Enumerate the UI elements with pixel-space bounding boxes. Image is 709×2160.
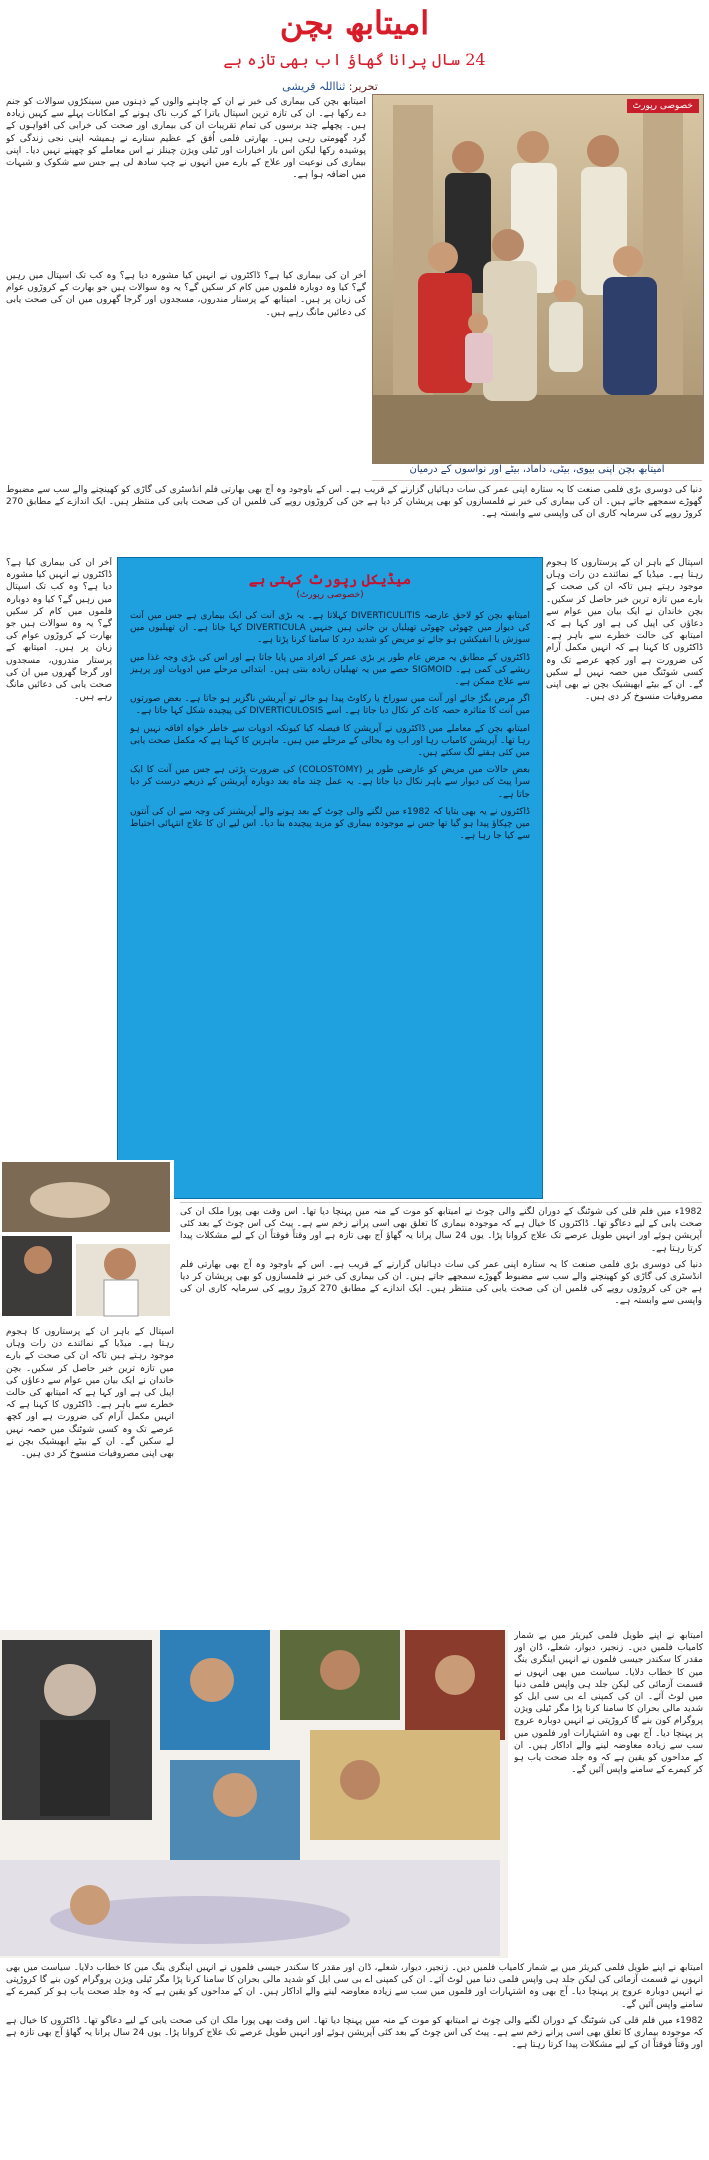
bottom-side-paragraph: امیتابھ نے اپنے طویل فلمی کیریئر میں بے شمار کامیاب فلمیں دیں۔ زنجیر، دیوار، شعلے، ڈان اور مقدر کا سکندر جیسی فلموں نے انہیں اینگری ینگ مین کا خطاب دلایا۔ سیاست میں بھی انہوں نے قسمت آزمائی کی لیکن جلد ہی واپس فلمی دنیا میں لوٹ آئے۔ ان کی کمپنی اے بی سی ایل کو شدید مالی بحران کا سامنا کرنا پڑا مگر ٹیلی ویژن پروگرام کون بنے گا کروڑپتی نے انہیں دوبارہ عروج پر پہنچا دیا۔ آج بھی وہ اشتہارات اور فلموں میں سب سے زیادہ معاوضہ لینے والے اداکار ہیں۔ ان کے مداحوں کو یقین ہے کہ وہ جلد صحت یاب ہو کر کیمرے کے سامنے واپس آئیں گے۔	[514, 1631, 703, 1776]
medical-paragraph: اگر مرض بگڑ جائے اور آنت میں سوراخ یا رکاوٹ پیدا ہو جائے تو آپریشن ناگزیر ہو جاتا ہے۔ بعض صورتوں میں آنت کا متاثرہ حصہ کاٹ کر نکال دیا جاتا ہے۔ اسے DIVERTICULOSIS کی پیچیدہ شکل کہا جاتا ہے۔	[130, 694, 530, 717]
intro-text	[6, 96, 366, 266]
middle-left-paragraph: اسپتال کے باہر ان کے پرستاروں کا ہجوم رہتا ہے۔ میڈیا کے نمائندے دن رات وہاں موجود رہتے ہیں تاکہ ان کی صحت کے بارے میں تازہ ترین خبر حاصل کر سکیں۔ بچن خاندان نے ایک بیان میں عوام سے دعاؤں کی اپیل کی ہے اور کہا ہے کہ امیتابھ کی حالت خطرے سے باہر ہے۔ ڈاکٹروں کا کہنا ہے کہ انہیں مکمل آرام کی ضرورت ہے اور کچھ عرصے تک وہ کسی شوٹنگ میں حصہ نہیں لے سکیں گے۔ ان کے بیٹے ابھیشیک بچن نے بھی اپنی مصروفیات منسوخ کر دی ہیں۔	[6, 1327, 174, 1460]
collage-illustration	[0, 1160, 174, 1320]
small-photo-collage	[0, 1160, 174, 1320]
questions-paragraph: آخر ان کی بیماری کیا ہے؟ ڈاکٹروں نے انہیں کیا مشورہ دیا ہے؟ وہ کب تک اسپتال میں رہیں گے؟ کیا وہ دوبارہ فلموں میں کام کر سکیں گے؟ یہ وہ سوالات ہیں جو بھارت کے کروڑوں عوام کی زبان پر ہیں۔ امیتابھ کے پرستار مندروں، مسجدوں اور گرجا گھروں میں ان کی صحت یابی کی دعائیں مانگ رہے ہیں۔	[6, 271, 366, 318]
intro-paragraph: امیتابھ بچن کی بیماری کی خبر نے ان کے چاہنے والوں کے ذہنوں میں سینکڑوں سوالات کو جنم دے رکھا ہے۔ ان کی تازہ ترین اسپتال یاترا کے کرب ناک ہونے کے امکانات پہلے سے کہیں زیادہ ہیں۔ پچھلے چند برسوں کی تمام تقریبات ان کی بیماری اور صحت کی خرابی کی افواہوں کے گرد گھومتی رہی ہیں۔ بھارتی فلمی اُفق کے عظیم ستارے نے ہمیشہ اپنی نجی زندگی کو پوشیدہ رکھا لیکن اس بار اخبارات اور ٹیلی ویژن چینلز نے اس معاملے کو چھپنے نہیں دیا۔ اپنی بیماری کی نوعیت اور علاج کے بارے میں انہوں نے چپ سادھ لی ہے جس سے شکوک و شبہات میں اضافہ ہوا ہے۔	[6, 97, 366, 181]
section-divider	[180, 1202, 702, 1203]
special-report-tag: خصوصی رپورٹ	[627, 99, 699, 113]
family-photo-illustration	[373, 95, 703, 463]
article-title: امیتابھ بچن	[279, 4, 430, 42]
byline	[210, 80, 450, 93]
byline-author: ثنااللہ قریشی	[282, 80, 346, 93]
bottom-paragraph-2: 1982ء میں فلم قلی کی شوٹنگ کے دوران لگنے والی چوٹ نے امیتابھ کو موت کے منہ میں پہنچا دیا تھا۔ اس وقت بھی پورا ملک ان کی صحت یابی کے لیے دعاگو تھا۔ ڈاکٹروں کا خیال ہے کہ موجودہ بیماری کا تعلق بھی اسی پرانے زخم سے ہے۔ پیٹ کی اس چوٹ کے بعد کئی آپریشن ہوئے اور انہیں طویل عرصے تک علاج کروانا پڑا۔ یوں 24 سال پرانا یہ گھاؤ آج بھی تازہ ہے اور وقتاً فوقتاً ان کے لیے مشکلات پیدا کرتا رہتا ہے۔	[6, 2015, 703, 2051]
middle-paragraph: 1982ء میں فلم قلی کی شوٹنگ کے دوران لگنے والی چوٹ نے امیتابھ کو موت کے منہ میں پہنچا دیا تھا۔ اس وقت بھی پورا ملک ان کی صحت یابی کے لیے دعاگو تھا۔ ڈاکٹروں کا خیال ہے کہ موجودہ بیماری کا تعلق بھی اسی پرانے زخم سے ہے۔ پیٹ کی اس چوٹ کے بعد کئی آپریشن ہوئے اور انہیں طویل عرصے تک علاج کروانا پڑا۔ یوں 24 سال پرانا یہ گھاؤ آج بھی تازہ ہے اور وقتاً فوقتاً ان کے لیے مشکلات پیدا کرتا رہتا ہے۔	[180, 1207, 702, 1254]
photo-caption: امیتابھ بچن اپنی بیوی، بیٹی، داماد، بیٹے اور نواسوں کے درمیان	[372, 464, 702, 481]
medical-report-text	[130, 610, 530, 1190]
middle-left-text	[6, 1326, 174, 1626]
bottom-text	[6, 1962, 703, 2156]
medical-report-box	[117, 557, 543, 1199]
middle-text	[180, 1206, 702, 1626]
bottom-side-text	[514, 1630, 703, 1958]
questions-text	[6, 270, 366, 450]
medical-paragraph: امیتابھ بچن کو لاحق عارضہ DIVERTICULITIS کہلاتا ہے۔ یہ بڑی آنت کی ایک بیماری ہے جس میں آنت کی دیوار میں چھوٹی چھوٹی تھیلیاں بن جاتی ہیں جنہیں DIVERTICULA کہا جاتا ہے۔ ان تھیلیوں میں سوزش یا انفیکشن ہو جائے تو مریض کو شدید درد کا سامنا کرنا پڑتا ہے۔	[130, 611, 530, 646]
byline-prefix: تحریر:	[348, 80, 378, 93]
medical-report-byline: (خصوصی رپورٹ)	[296, 590, 364, 600]
family-photo	[372, 94, 704, 464]
left-side-text	[6, 557, 112, 1157]
lower-paragraph: دنیا کی دوسری بڑی فلمی صنعت کا یہ ستارہ اپنی عمر کی سات دہائیاں گزارنے کے قریب ہے۔ اس کے باوجود وہ آج بھی بھارتی فلم انڈسٹری کی گاڑی کو کھینچنے والے سب سے مضبوط گھوڑے سمجھے جاتے ہیں۔ ان کی بیماری کی خبر نے فلمسازوں کو بھی پریشان کر دیا ہے جن کی کروڑوں روپے کی فلمیں ان کی صحت یابی کی منتظر ہیں۔ ایک اندازے کے مطابق 270 کروڑ روپے کی سرمایہ کاری ان کی واپسی سے وابستہ ہے۔	[6, 485, 702, 520]
lower-text	[6, 484, 702, 552]
medical-paragraph: ڈاکٹروں کے مطابق یہ مرض عام طور پر بڑی عمر کے افراد میں پایا جاتا ہے اور اس کی بڑی وجہ غذا میں ریشے کی کمی ہے۔ SIGMOID حصے میں یہ تھیلیاں زیادہ بنتی ہیں۔ ابتدائی مرحلے میں ادویات اور پرہیز سے علاج ممکن ہے۔	[130, 652, 530, 688]
medical-paragraph: بعض حالات میں مریض کو عارضی طور پر (COLOSTOMY) کی ضرورت پڑتی ہے جس میں آنت کا ایک سرا پیٹ کی دیوار سے باہر نکال دیا جاتا ہے۔ یہ عمل چند ماہ بعد دوبارہ آپریشن کے ذریعے درست کر دیا جاتا ہے۔	[130, 765, 530, 800]
medical-paragraph: امیتابھ بچن کے معاملے میں ڈاکٹروں نے آپریشن کا فیصلہ کیا کیونکہ ادویات سے خاطر خواہ افاقہ نہیں ہو رہا تھا۔ آپریشن کامیاب رہا اور اب وہ بحالی کے مرحلے میں ہیں۔ ماہرین کا کہنا ہے کہ مکمل صحت یابی میں کئی ہفتے لگ سکتے ہیں۔	[130, 723, 530, 759]
article-subtitle: 24 سال پرانا گھاؤ اب بھی تازہ ہے	[223, 50, 486, 69]
large-collage-illustration	[0, 1630, 508, 1958]
left-side-paragraph: آخر ان کی بیماری کیا ہے؟ ڈاکٹروں نے انہیں کیا مشورہ دیا ہے؟ وہ کب تک اسپتال میں رہیں گے؟ کیا وہ دوبارہ فلموں میں کام کر سکیں گے؟ یہ وہ سوالات ہیں جو بھارت کے کروڑوں عوام کی زبان پر ہیں۔ امیتابھ کے پرستار مندروں، مسجدوں اور گرجا گھروں میں ان کی صحت یابی کی دعائیں مانگ رہے ہیں۔	[6, 558, 112, 703]
bottom-paragraph: امیتابھ نے اپنے طویل فلمی کیریئر میں بے شمار کامیاب فلمیں دیں۔ زنجیر، دیوار، شعلے، ڈان اور مقدر کا سکندر جیسی فلموں نے انہیں اینگری ینگ مین کا خطاب دلایا۔ سیاست میں بھی انہوں نے قسمت آزمائی کی لیکن جلد ہی واپس فلمی دنیا میں لوٹ آئے۔ ان کی کمپنی اے بی سی ایل کو شدید مالی بحران کا سامنا کرنا پڑا مگر ٹیلی ویژن پروگرام کون بنے گا کروڑپتی نے انہیں دوبارہ عروج پر پہنچا دیا۔ آج بھی وہ اشتہارات اور فلموں میں سب سے زیادہ معاوضہ لینے والے اداکار ہیں۔ ان کے مداحوں کو یقین ہے کہ وہ جلد صحت یاب ہو کر کیمرے کے سامنے واپس آئیں گے۔	[6, 1963, 703, 2010]
side-text	[546, 557, 703, 1157]
middle-paragraph-2: دنیا کی دوسری بڑی فلمی صنعت کا یہ ستارہ اپنی عمر کی سات دہائیاں گزارنے کے قریب ہے۔ اس کے باوجود وہ آج بھی بھارتی فلم انڈسٹری کی گاڑی کو کھینچنے والے سب سے مضبوط گھوڑے سمجھے جاتے ہیں۔ ان کی بیماری کی خبر نے فلمسازوں کو بھی پریشان کر دیا ہے جن کی کروڑوں روپے کی فلمیں ان کی صحت یابی کی منتظر ہیں۔ ایک اندازے کے مطابق 270 کروڑ روپے کی سرمایہ کاری ان کی واپسی سے وابستہ ہے۔	[180, 1259, 702, 1307]
large-photo-collage	[0, 1630, 508, 1958]
medical-report-title: میڈیکل رپورٹ کہتی ہے	[248, 572, 412, 588]
medical-paragraph: ڈاکٹروں نے یہ بھی بتایا کہ 1982ء میں لگنے والی چوٹ کے بعد ہونے والے آپریشنز کی وجہ سے ان کی آنتوں میں چپکاؤ پیدا ہو گیا تھا جس نے موجودہ بیماری کو مزید پیچیدہ بنا دیا۔ اس لیے ان کا علاج انتہائی احتیاط سے کیا جا رہا ہے۔	[130, 806, 530, 842]
side-paragraph: اسپتال کے باہر ان کے پرستاروں کا ہجوم رہتا ہے۔ میڈیا کے نمائندے دن رات وہاں موجود رہتے ہیں تاکہ ان کی صحت کے بارے میں تازہ ترین خبر حاصل کر سکیں۔ بچن خاندان نے ایک بیان میں عوام سے دعاؤں کی اپیل کی ہے اور کہا ہے کہ امیتابھ کی حالت خطرے سے باہر ہے۔ ڈاکٹروں کا کہنا ہے کہ انہیں مکمل آرام کی ضرورت ہے اور کچھ عرصے تک وہ کسی شوٹنگ میں حصہ نہیں لے سکیں گے۔ ان کے بیٹے ابھیشیک بچن نے بھی اپنی مصروفیات منسوخ کر دی ہیں۔	[546, 558, 703, 703]
